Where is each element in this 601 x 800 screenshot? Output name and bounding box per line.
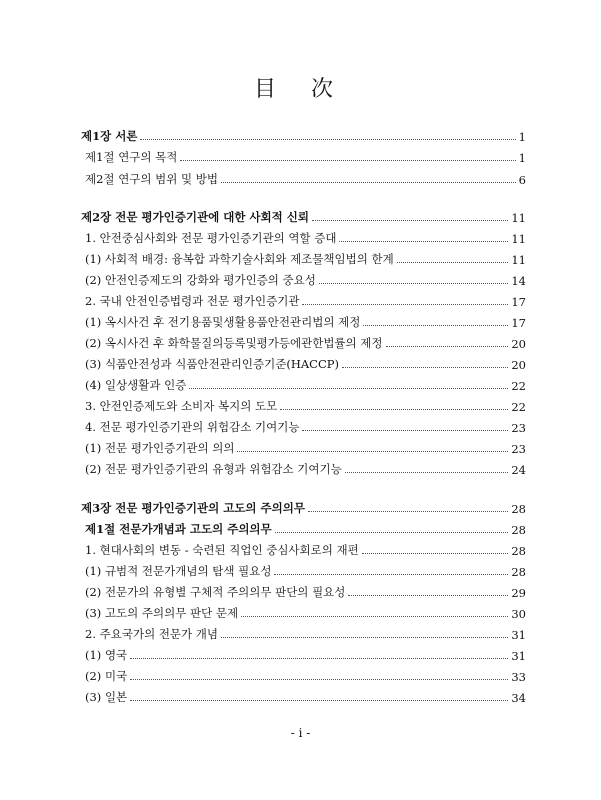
toc-entry[interactable] <box>85 228 526 246</box>
toc-entry-page: 34 <box>511 691 526 705</box>
dot-leader <box>221 182 516 183</box>
toc-entry-page: 28 <box>511 502 526 516</box>
toc-entry[interactable] <box>81 498 526 516</box>
toc-entry-page: 1 <box>518 130 526 144</box>
toc-entry[interactable] <box>85 687 526 705</box>
toc-entry-page: 20 <box>511 358 526 372</box>
toc-entry[interactable] <box>85 333 526 351</box>
toc-entry-label: 제1절 전문가개념과 고도의 주의의무 <box>85 522 272 536</box>
toc-entry-label: 2. 주요국가의 전문가 개념 <box>85 627 219 641</box>
toc-entry-label: (3) 일본 <box>85 690 128 704</box>
toc-entry-label: 제2장 전문 평가인증기관에 대한 사회적 신뢰 <box>81 210 309 224</box>
toc-entry[interactable] <box>85 396 526 414</box>
toc-entry-label: (1) 옥시사건 후 전기용품및생활용품안전관리법의 제정 <box>85 315 361 329</box>
toc-entry[interactable] <box>85 666 526 684</box>
toc-entry-page: 28 <box>511 544 526 558</box>
toc-entry-label: (2) 옥시사건 후 화학물질의등록및평가등에관한법률의 제정 <box>85 336 383 350</box>
toc-entry-label: (4) 일상생활과 인증 <box>85 378 187 392</box>
toc-entry[interactable] <box>85 519 526 537</box>
toc-entry-label: (1) 규범적 전문가개념의 탐색 필요성 <box>85 564 272 578</box>
toc-entry-label: 제1장 서론 <box>81 129 138 143</box>
dot-leader <box>241 616 508 617</box>
toc-entry-page: 6 <box>518 173 526 187</box>
toc-entry-label: (1) 사회적 배경: 융복합 과학기술사회와 제조물책임법의 한계 <box>85 252 394 266</box>
toc-entry[interactable] <box>81 126 526 144</box>
toc-entry[interactable] <box>85 291 526 309</box>
toc-entry-page: 28 <box>511 523 526 537</box>
toc-entry[interactable] <box>85 540 526 558</box>
toc-entry[interactable] <box>85 603 526 621</box>
dot-leader <box>308 511 508 512</box>
toc-entry-page: 28 <box>511 565 526 579</box>
toc-entry[interactable] <box>85 270 526 288</box>
toc-entry-page: 11 <box>511 253 526 267</box>
dot-leader <box>339 241 508 242</box>
toc-entry-label: 4. 전문 평가인증기관의 위험감소 기여기능 <box>85 420 300 434</box>
toc-entry[interactable] <box>85 312 526 330</box>
toc-entry[interactable] <box>85 249 526 267</box>
toc-entry-label: (2) 전문가의 유형별 구체적 주의의무 판단의 필요성 <box>85 585 346 599</box>
toc-entry-label: 1. 안전중심사회와 전문 평가인증기관의 역할 증대 <box>85 231 337 245</box>
toc-entry-label: (2) 미국 <box>85 669 128 683</box>
dot-leader <box>130 679 508 680</box>
toc-entry-page: 22 <box>511 400 526 414</box>
toc-entry-page: 17 <box>511 295 526 309</box>
dot-leader <box>342 367 508 368</box>
toc-entry-label: 제2절 연구의 범위 및 방법 <box>85 172 219 186</box>
toc-entry-label: (2) 안전인증제도의 강화와 평가인증의 중요성 <box>85 273 316 287</box>
toc-entry-label: (2) 전문 평가인증기관의 유형과 위험감소 기여기능 <box>85 462 342 476</box>
toc-entry-page: 31 <box>511 649 526 663</box>
dot-leader <box>189 388 508 389</box>
toc-entry[interactable] <box>85 459 526 477</box>
toc-entry-label: (3) 고도의 주의의무 판단 문제 <box>85 606 239 620</box>
toc-entry-label: 제3장 전문 평가인증기관의 고도의 주의의무 <box>81 501 305 515</box>
toc-entry[interactable] <box>85 438 526 456</box>
toc-entry-label: 1. 현대사회의 변동 - 숙련된 직업인 중심사회로의 재편 <box>85 543 359 557</box>
dot-leader <box>345 472 509 473</box>
toc-entry[interactable] <box>85 417 526 435</box>
toc-entry[interactable] <box>85 645 526 663</box>
dot-leader <box>221 637 508 638</box>
dot-leader <box>130 658 508 659</box>
toc-entry-label: (1) 영국 <box>85 648 128 662</box>
toc-entry-page: 23 <box>511 421 526 435</box>
page-number: - i - <box>290 726 311 740</box>
toc-entry[interactable] <box>85 147 526 165</box>
toc-entry[interactable] <box>85 169 526 187</box>
toc-entry-label: 제1절 연구의 목적 <box>85 150 178 164</box>
toc-entry-page: 23 <box>511 442 526 456</box>
toc-entry-label: 2. 국내 안전인증법령과 전문 평가인증기관 <box>85 294 300 308</box>
toc-entry-page: 29 <box>511 586 526 600</box>
dot-leader <box>363 325 508 326</box>
dot-leader <box>180 160 515 161</box>
dot-leader <box>312 220 508 221</box>
toc-entry[interactable] <box>85 624 526 642</box>
toc-entry-page: 11 <box>511 232 526 246</box>
dot-leader <box>362 553 509 554</box>
page-title: 目 次 <box>254 77 347 102</box>
toc-entry-page: 11 <box>511 211 526 225</box>
toc-entry-label: 3. 안전인증제도와 소비자 복지의 도모 <box>85 399 278 413</box>
dot-leader <box>302 430 508 431</box>
toc-entry-page: 17 <box>511 316 526 330</box>
toc-entry[interactable] <box>85 561 526 579</box>
dot-leader <box>280 409 508 410</box>
dot-leader <box>237 451 508 452</box>
toc-entry-label: (1) 전문 평가인증기관의 의의 <box>85 441 235 455</box>
dot-leader <box>274 574 508 575</box>
toc-entry[interactable] <box>85 354 526 372</box>
toc-entry[interactable] <box>81 207 526 225</box>
toc-entry-page: 33 <box>511 670 526 684</box>
toc-entry[interactable] <box>85 582 526 600</box>
dot-leader <box>319 283 508 284</box>
toc-entry[interactable] <box>85 375 526 393</box>
dot-leader <box>397 262 509 263</box>
toc-entry-page: 24 <box>511 463 526 477</box>
toc-entry-page: 30 <box>511 607 526 621</box>
dot-leader <box>386 346 509 347</box>
dot-leader <box>130 700 508 701</box>
dot-leader <box>140 139 515 140</box>
dot-leader <box>348 595 508 596</box>
dot-leader <box>302 304 508 305</box>
dot-leader <box>275 532 509 533</box>
toc-entry-page: 31 <box>511 628 526 642</box>
toc-entry-page: 14 <box>511 274 526 288</box>
toc-entry-label: (3) 식품안전성과 식품안전관리인증기준(HACCP) <box>85 357 339 371</box>
toc-entry-page: 22 <box>511 379 526 393</box>
toc-entry-page: 1 <box>518 151 526 165</box>
toc-entry-page: 20 <box>511 337 526 351</box>
